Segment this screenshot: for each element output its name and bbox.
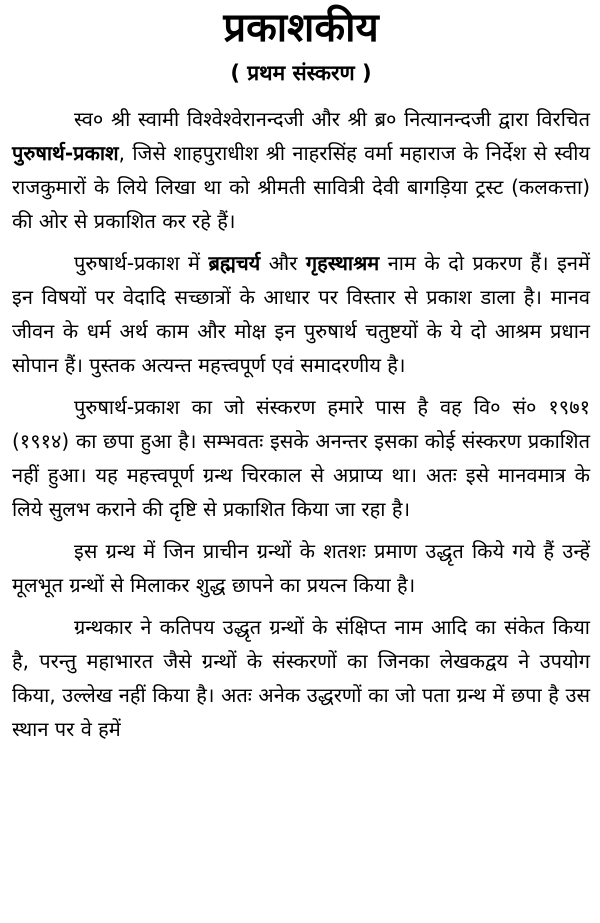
paragraph-1: [12, 102, 590, 238]
edition-subtitle: ( प्रथम संस्करण ): [230, 61, 372, 85]
brahmacharya-emphasis: ब्रह्मचर्य: [208, 251, 261, 275]
book-title-emphasis: पुरुषार्थ-प्रकाश: [12, 141, 119, 165]
paragraph-2-text-c: और: [260, 251, 306, 275]
paragraph-3: पुरुषार्थ-प्रकाश का जो संस्करण हमारे पास है वह वि० सं० १९७१ (१९१४) का छपा हुआ है। सम्भवतः इसके अनन्तर इसका कोई संस्करण प्रकाशित नहीं हुआ। यह महत्त्वपूर्ण ग्रन्थ चिरकाल से अप्राप्य था। अतः इसे मानवमात्र के लिये सुलभ कराने की दृष्टि से प्रकाशित किया जा रहा है।: [12, 395, 590, 521]
paragraph-1-text-c: , जिसे शाहपुराधीश श्री नाहरसिंह वर्मा महाराज के निर्देश से स्वीय राजकुमारों के लिये लिखा था को श्रीमती सावित्री देवी बागड़िया ट्रस्ट (कलकत्ता) की ओर से प्रकाशित कर रहे हैं।: [12, 141, 590, 233]
paragraph-5: ग्रन्थकार ने कतिपय उद्धृत ग्रन्थों के संक्षिप्त नाम आदि का संकेत किया है, परन्तु महाभारत जैसे ग्रन्थों के संस्करणों का जिनका लेखकद्वय ने उपयोग किया, उल्लेख नहीं किया है। अतः अनेक उद्धरणों का जो पता ग्रन्थ में छपा है उस स्थान पर वे हमें: [12, 615, 590, 741]
paragraph-2-text-e: नाम के दो प्रकरण हैं। इनमें इन विषयों पर वेदादि सच्छात्रों के आधार पर विस्तार से प्रकाश डाला है। मानव जीवन के धर्म अर्थ काम और मोक्ष इन पुरुषार्थ चतुष्टयों के ये दो आश्रम प्रधान सोपान हैं। पुस्तक अत्यन्त महत्त्वपूर्ण एवं समादरणीय है।: [12, 251, 590, 377]
paragraph-4: इस ग्रन्थ में जिन प्राचीन ग्रन्थों के शतशः प्रमाण उद्धृत किये गये हैं उन्हें मूलभूत ग्रन्थों से मिलाकर शुद्ध छापने का प्रयत्न किया है।: [12, 539, 590, 597]
paragraph-2-text-a: पुरुषार्थ-प्रकाश में: [74, 251, 209, 275]
paragraph-2: [12, 246, 590, 382]
grihasthashram-emphasis: गृहस्थाश्रम: [305, 251, 380, 275]
paragraph-1-text-a: स्व० श्री स्वामी विश्वेश्वेरानन्दजी और श्री ब्र० नित्यानन्दजी द्वारा विरचित: [74, 107, 590, 131]
page-title: प्रकाशकीय: [223, 5, 379, 51]
